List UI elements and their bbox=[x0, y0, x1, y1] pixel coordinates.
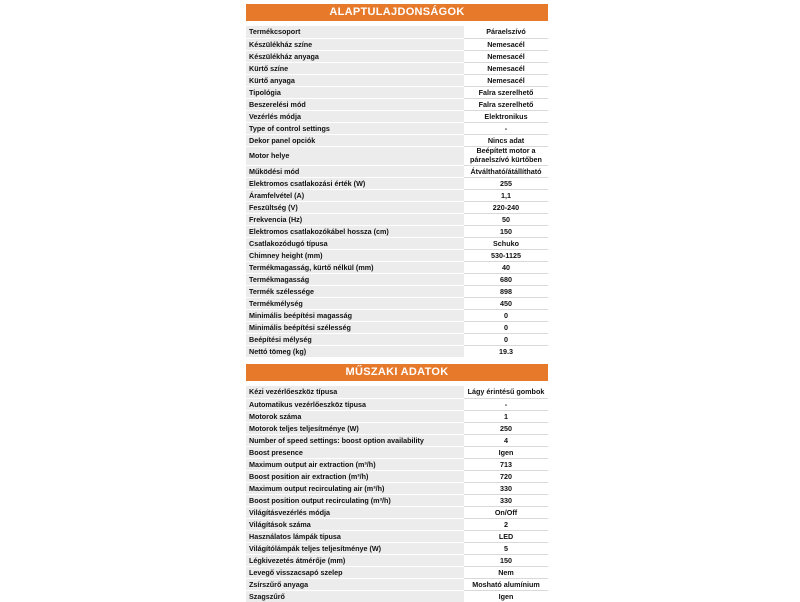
spec-value: 330 bbox=[464, 494, 548, 506]
table-row bbox=[246, 297, 548, 309]
spec-label: Boost position air extraction (m³/h) bbox=[246, 470, 464, 482]
spec-value: - bbox=[464, 122, 548, 134]
spec-value: 5 bbox=[464, 542, 548, 554]
spec-label: Csatlakozódugó típusa bbox=[246, 237, 464, 249]
table-row bbox=[246, 165, 548, 177]
table-row bbox=[246, 578, 548, 590]
spec-label: Termék szélessége bbox=[246, 285, 464, 297]
table-row bbox=[246, 213, 548, 225]
spec-value: 19.3 bbox=[464, 345, 548, 357]
table-row bbox=[246, 261, 548, 273]
spec-label: Maximum output air extraction (m³/h) bbox=[246, 458, 464, 470]
table-row bbox=[246, 249, 548, 261]
spec-value: Nemesacél bbox=[464, 38, 548, 50]
spec-label: Kürtő anyaga bbox=[246, 74, 464, 86]
spec-value: Nemesacél bbox=[464, 74, 548, 86]
spec-label: Dekor panel opciók bbox=[246, 134, 464, 146]
spec-value: 330 bbox=[464, 482, 548, 494]
spec-value: 0 bbox=[464, 309, 548, 321]
spec-label: Nettó tömeg (kg) bbox=[246, 345, 464, 357]
spec-value: 720 bbox=[464, 470, 548, 482]
spec-label: Motor helye bbox=[246, 146, 464, 165]
section-title-technical-data: MŰSZAKI ADATOK bbox=[246, 364, 548, 381]
spec-value: Igen bbox=[464, 590, 548, 602]
spec-label: Légkivezetés átmérője (mm) bbox=[246, 554, 464, 566]
spec-label: Feszültség (V) bbox=[246, 201, 464, 213]
spec-value: 150 bbox=[464, 554, 548, 566]
spec-value: Mosható alumínium bbox=[464, 578, 548, 590]
table-row bbox=[246, 494, 548, 506]
spec-label: Világításvezérlés módja bbox=[246, 506, 464, 518]
spec-label: Type of control settings bbox=[246, 122, 464, 134]
spec-value: LED bbox=[464, 530, 548, 542]
spec-value: Nemesacél bbox=[464, 50, 548, 62]
table-row bbox=[246, 201, 548, 213]
table-row bbox=[246, 422, 548, 434]
spec-value: 50 bbox=[464, 213, 548, 225]
spec-value: Igen bbox=[464, 446, 548, 458]
table-row bbox=[246, 122, 548, 134]
spec-value: 1 bbox=[464, 410, 548, 422]
spec-label: Levegő visszacsapó szelep bbox=[246, 566, 464, 578]
spec-label: Világítások száma bbox=[246, 518, 464, 530]
spec-label: Használatos lámpák típusa bbox=[246, 530, 464, 542]
spec-value: Falra szerelhető bbox=[464, 86, 548, 98]
spec-label: Készülékház színe bbox=[246, 38, 464, 50]
table-row bbox=[246, 50, 548, 62]
table-row bbox=[246, 554, 548, 566]
spec-label: Vezérlés módja bbox=[246, 110, 464, 122]
spec-label: Készülékház anyaga bbox=[246, 50, 464, 62]
spec-label: Kürtő színe bbox=[246, 62, 464, 74]
table-row bbox=[246, 434, 548, 446]
spec-value: Beépített motor a páraelszívó kürtőben bbox=[464, 146, 548, 165]
table-row bbox=[246, 62, 548, 74]
spec-label: Termékmélység bbox=[246, 297, 464, 309]
spec-value: 250 bbox=[464, 422, 548, 434]
spec-value: 450 bbox=[464, 297, 548, 309]
spec-label: Minimális beépítési szélesség bbox=[246, 321, 464, 333]
spec-label: Termékmagasság bbox=[246, 273, 464, 285]
spec-value: 150 bbox=[464, 225, 548, 237]
spec-value: 0 bbox=[464, 333, 548, 345]
spec-value: 255 bbox=[464, 177, 548, 189]
spec-label: Beépítési mélység bbox=[246, 333, 464, 345]
spec-label: Frekvencia (Hz) bbox=[246, 213, 464, 225]
spec-value: 40 bbox=[464, 261, 548, 273]
table-row bbox=[246, 237, 548, 249]
section-title-basic-properties: ALAPTULAJDONSÁGOK bbox=[246, 4, 548, 21]
table-row bbox=[246, 530, 548, 542]
spec-value: 530-1125 bbox=[464, 249, 548, 261]
spec-value: Átváltható/átállítható bbox=[464, 165, 548, 177]
table-row bbox=[246, 446, 548, 458]
section-technical-data bbox=[246, 364, 548, 602]
spec-label: Áramfelvétel (A) bbox=[246, 189, 464, 201]
spec-label: Maximum output recirculating air (m³/h) bbox=[246, 482, 464, 494]
spec-label: Number of speed settings: boost option availability bbox=[246, 434, 464, 446]
table-row bbox=[246, 321, 548, 333]
spec-label: Világítólámpák teljes teljesítménye (W) bbox=[246, 542, 464, 554]
spec-value: Páraelszívó bbox=[464, 26, 548, 38]
spec-label: Tipológia bbox=[246, 86, 464, 98]
spec-value: Elektronikus bbox=[464, 110, 548, 122]
spec-label: Szagszűrő bbox=[246, 590, 464, 602]
spec-label: Kézi vezérlőeszköz típusa bbox=[246, 386, 464, 398]
table-row bbox=[246, 273, 548, 285]
table-row bbox=[246, 470, 548, 482]
table-row bbox=[246, 26, 548, 38]
table-row bbox=[246, 590, 548, 602]
spec-value: Nemesacél bbox=[464, 62, 548, 74]
spec-value: Falra szerelhető bbox=[464, 98, 548, 110]
spec-value: 1,1 bbox=[464, 189, 548, 201]
table-row bbox=[246, 345, 548, 357]
table-row bbox=[246, 542, 548, 554]
section-basic-properties bbox=[246, 4, 548, 357]
spec-label: Chimney height (mm) bbox=[246, 249, 464, 261]
table-row bbox=[246, 146, 548, 165]
spec-table-technical bbox=[246, 386, 548, 602]
spec-value: 220-240 bbox=[464, 201, 548, 213]
table-row bbox=[246, 333, 548, 345]
spec-label: Elektromos csatlakozási érték (W) bbox=[246, 177, 464, 189]
spec-value: Lágy érintésű gombok bbox=[464, 386, 548, 398]
table-row bbox=[246, 506, 548, 518]
table-row bbox=[246, 38, 548, 50]
spec-value: - bbox=[464, 398, 548, 410]
table-row bbox=[246, 189, 548, 201]
spec-label: Termékmagasság, kürtő nélkül (mm) bbox=[246, 261, 464, 273]
table-row bbox=[246, 518, 548, 530]
table-row bbox=[246, 309, 548, 321]
spec-value: 898 bbox=[464, 285, 548, 297]
spec-value: 680 bbox=[464, 273, 548, 285]
spec-value: On/Off bbox=[464, 506, 548, 518]
spec-value: 2 bbox=[464, 518, 548, 530]
spec-label: Motorok teljes teljesítménye (W) bbox=[246, 422, 464, 434]
spec-value: Schuko bbox=[464, 237, 548, 249]
spec-value: 0 bbox=[464, 321, 548, 333]
spec-label: Motorok száma bbox=[246, 410, 464, 422]
table-row bbox=[246, 482, 548, 494]
spec-label: Termékcsoport bbox=[246, 26, 464, 38]
table-row bbox=[246, 398, 548, 410]
spec-value: 4 bbox=[464, 434, 548, 446]
spec-label: Működési mód bbox=[246, 165, 464, 177]
table-row bbox=[246, 225, 548, 237]
spec-value: Nem bbox=[464, 566, 548, 578]
table-row bbox=[246, 134, 548, 146]
spec-label: Elektromos csatlakozókábel hossza (cm) bbox=[246, 225, 464, 237]
table-row bbox=[246, 86, 548, 98]
spec-label: Zsírszűrő anyaga bbox=[246, 578, 464, 590]
table-row bbox=[246, 177, 548, 189]
spec-value: Nincs adat bbox=[464, 134, 548, 146]
spec-label: Boost position output recirculating (m³/h) bbox=[246, 494, 464, 506]
spec-label: Beszerelési mód bbox=[246, 98, 464, 110]
spec-label: Minimális beépítési magasság bbox=[246, 309, 464, 321]
table-row bbox=[246, 98, 548, 110]
table-row bbox=[246, 110, 548, 122]
spec-label: Boost presence bbox=[246, 446, 464, 458]
spec-value: 713 bbox=[464, 458, 548, 470]
table-row bbox=[246, 566, 548, 578]
spec-table-basic bbox=[246, 26, 548, 357]
spec-label: Automatikus vezérlőeszköz típusa bbox=[246, 398, 464, 410]
table-row bbox=[246, 458, 548, 470]
table-row bbox=[246, 386, 548, 398]
table-row bbox=[246, 410, 548, 422]
table-row bbox=[246, 285, 548, 297]
table-row bbox=[246, 74, 548, 86]
